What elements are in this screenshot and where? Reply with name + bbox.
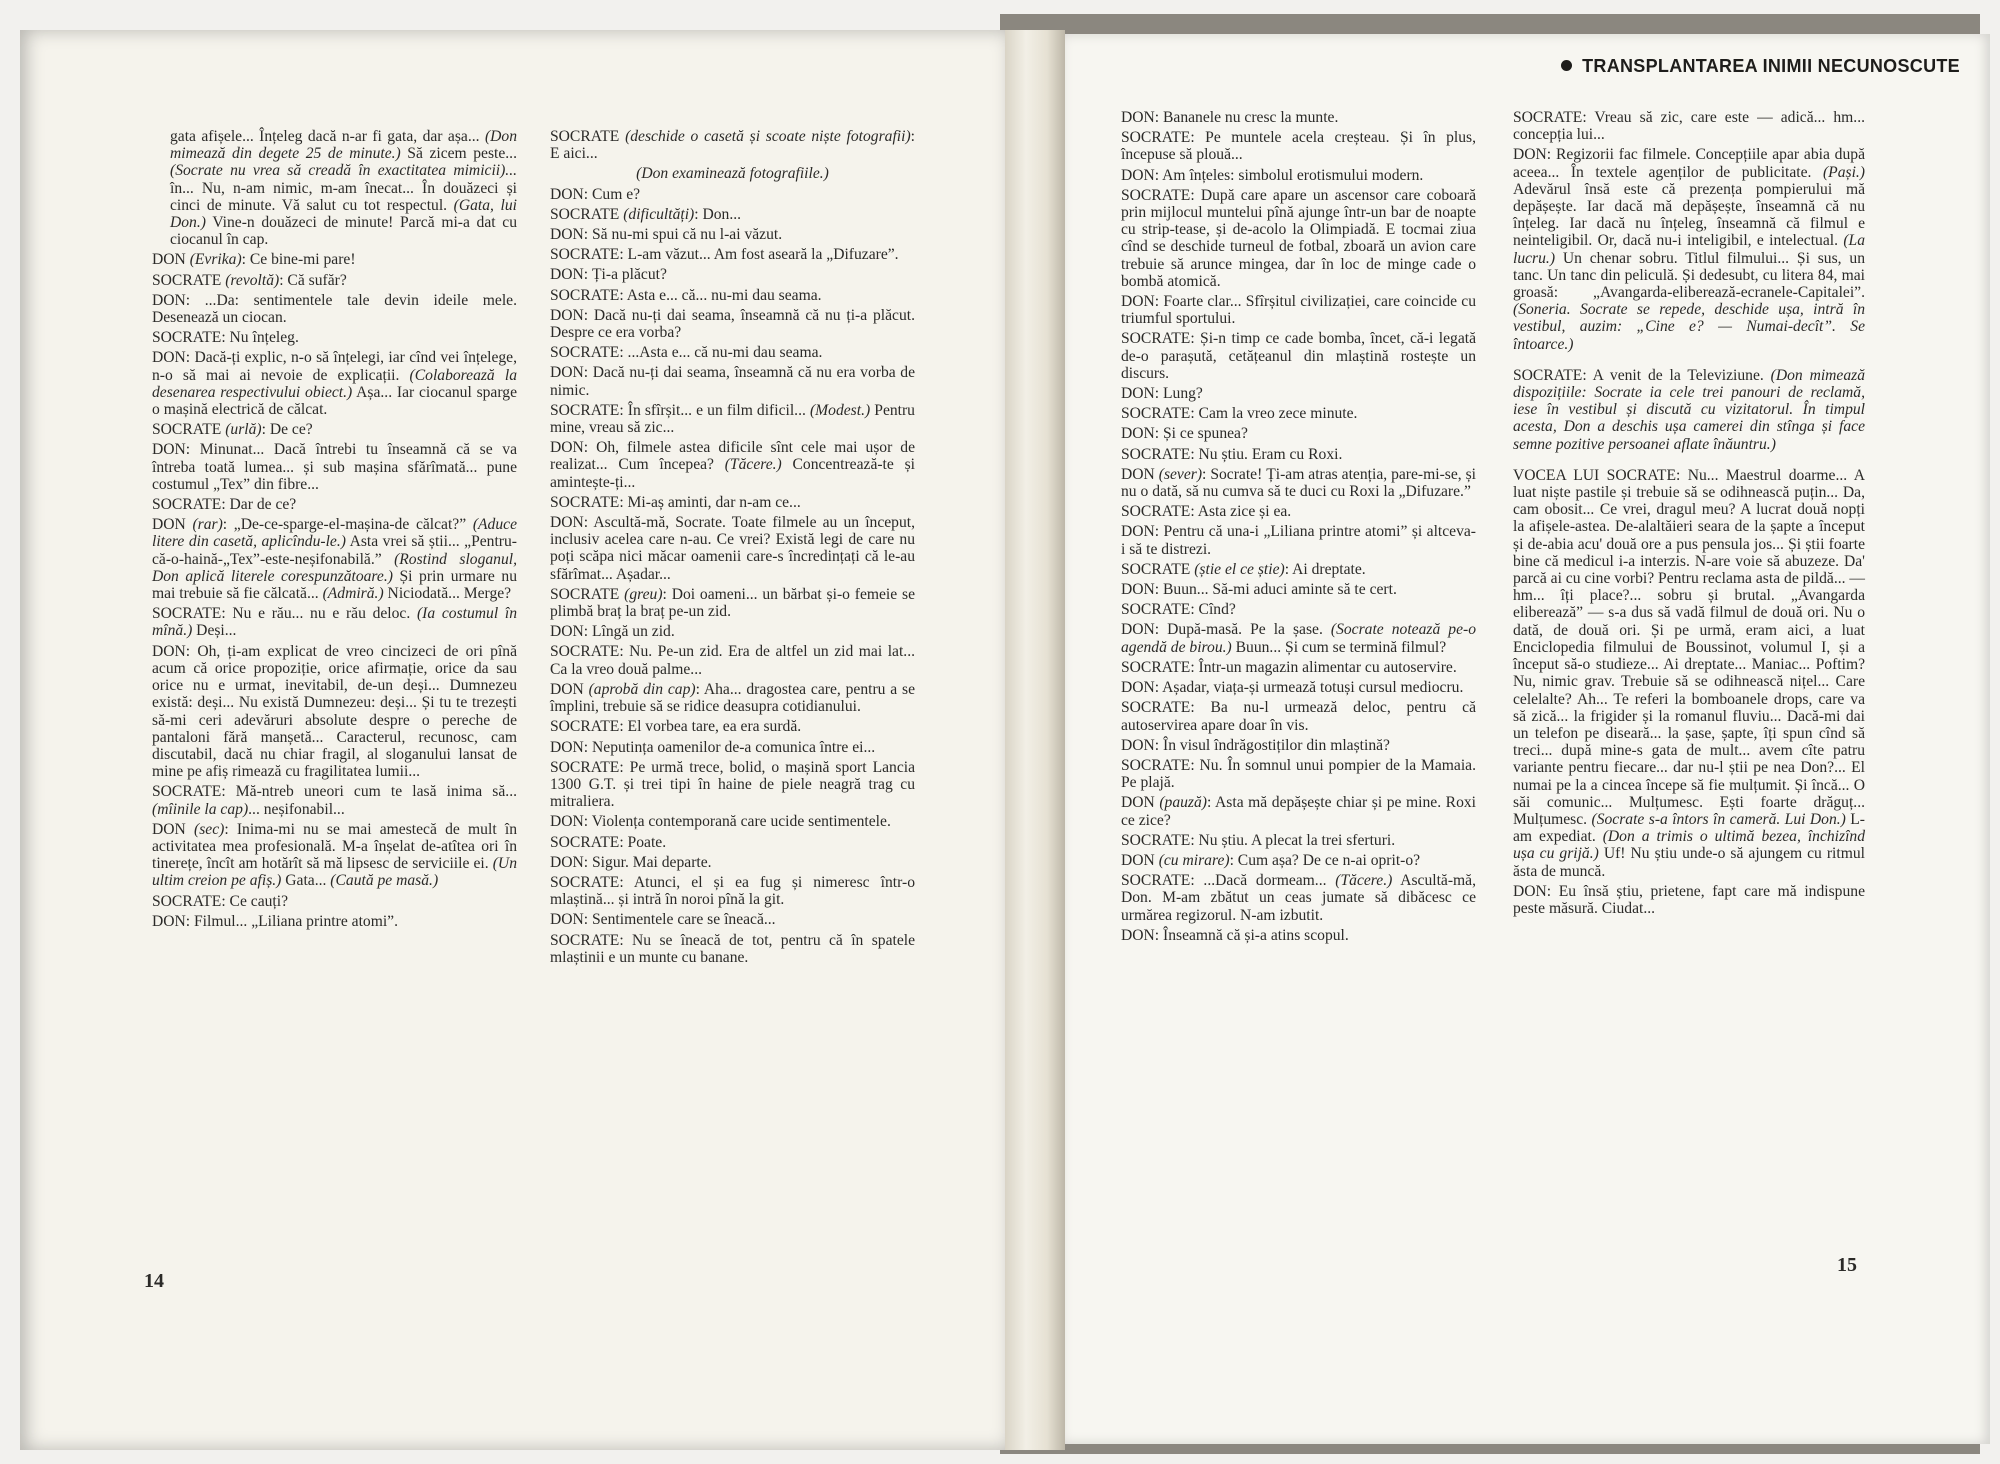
dialogue-text: DON: Cum e? <box>550 185 641 203</box>
stage-direction: (Tăcere.) <box>1335 872 1393 890</box>
dialogue-line <box>1513 367 1865 453</box>
stage-direction: (știe el ce știe) <box>1194 560 1285 578</box>
dialogue-text: Deși... <box>192 622 237 640</box>
left-column-2 <box>550 128 915 969</box>
dialogue-line <box>1121 927 1476 944</box>
dialogue-line <box>1121 330 1476 382</box>
dialogue-text: SOCRATE: ...Asta e... că nu-mi dau seama. <box>550 344 823 362</box>
dialogue-text: DON: În visul îndrăgostiților din mlaștină? <box>1121 736 1390 754</box>
stage-direction: (Rostind sloganul, Don aplică literele corespunzătoare.) <box>152 550 517 585</box>
dialogue-text: SOCRATE: Cînd? <box>1121 601 1236 619</box>
dialogue-text: SOCRATE: Pe urmă trece, bolid, o mașină sport Lancia 1300 G.T. și trei tipi în haine de piele neagră trag cu mitraliera. <box>550 758 915 811</box>
dialogue-line <box>152 441 517 493</box>
dialogue-text: DON: Bananele nu cresc la munte. <box>1121 109 1339 126</box>
dialogue-text: DON: Lîngă un zid. <box>550 623 675 641</box>
dialogue-line <box>1121 129 1476 163</box>
stage-direction: (greu) <box>624 585 663 603</box>
stage-direction: (rar) <box>192 516 223 534</box>
dialogue-text: SOCRATE: Vreau să zic, care este — adică... hm... concepția lui... <box>1513 109 1865 144</box>
dialogue-line <box>1121 466 1476 500</box>
dialogue-line <box>1121 679 1476 696</box>
stage-direction: (Un ultim creion pe afiș.) <box>152 855 517 890</box>
dialogue-text: DON: Pentru că una-i „Liliana printre atomi” și altceva-i să te distrezi. <box>1121 523 1476 558</box>
dialogue-line <box>152 251 517 268</box>
dialogue-text: SOCRATE: După care apare un ascensor care coboară prin mijlocul muntelui pînă ajunge într-un bar de noapte cu strip-tease, și de-acolo la Olimpiadă. E tocmai ziua cînd se deschide turneul de fotbal, zboară un avion care trebuie să arunce mingea, dar în loc de minge cade o bombă atomică. <box>1121 186 1476 290</box>
dialogue-text: DON: Ți-a plăcut? <box>550 266 667 284</box>
dialogue-line <box>1121 446 1476 463</box>
left-page <box>20 30 1005 1450</box>
dialogue-text: DON: Am înțeles: simbolul erotismului modern. <box>1121 166 1424 184</box>
dialogue-text: DON: Sigur. Mai departe. <box>550 853 712 871</box>
stage-direction: (Soneria. Socrate se repede, deschide ușa, intră în vestibul, auzim: „Cine e? — Numai-decît”. Se întoarce.) <box>1513 301 1865 353</box>
dialogue-text: SOCRATE: El vorbea tare, ea era surdă. <box>550 718 802 736</box>
dialogue-line <box>1121 523 1476 557</box>
left-column-1 <box>152 128 517 933</box>
dialogue-line <box>152 516 517 602</box>
dialogue-line <box>1121 601 1476 618</box>
stage-direction: (aprobă din cap) <box>588 680 696 698</box>
stage-direction: (La lucru.) <box>1513 232 1865 267</box>
stage-direction: (Tăcere.) <box>724 456 782 474</box>
dialogue-text: SOCRATE: Asta zice și ea. <box>1121 503 1292 521</box>
dialogue-text: DON <box>550 680 589 698</box>
dialogue-text: : Don... <box>694 205 742 223</box>
dialogue-text: SOCRATE: Nu. În somnul unui pompier de la Mamaia. Pe plajă. <box>1121 756 1476 792</box>
right-column-1 <box>1121 109 1476 947</box>
dialogue-text: SOCRATE: A venit de la Televiziune. <box>1513 366 1771 384</box>
dialogue-text: SOCRATE: Nu se îneacă de tot, pentru că în spatele mlaștinii e un munte cu banane. <box>550 931 915 966</box>
dialogue-line <box>152 349 517 418</box>
dialogue-text: SOCRATE: Cam la vreo zece minute. <box>1121 405 1358 423</box>
dialogue-text: Pentru mine, vreau să zic... <box>550 401 915 437</box>
dialogue-line <box>550 759 915 811</box>
dialogue-line <box>550 494 915 511</box>
dialogue-text: SOCRATE: Ce cauți? <box>152 892 288 910</box>
dialogue-text: SOCRATE: Ba nu-l urmează deloc, pentru că autoservirea apare doar în vis. <box>1121 699 1476 734</box>
dialogue-text: Concentrează-te și amintește-ți... <box>550 456 915 491</box>
dialogue-text: DON <box>152 251 190 269</box>
dialogue-text: DON: Să nu-mi spui că nu l-ai văzut. <box>550 226 783 244</box>
dialogue-line <box>1121 167 1476 184</box>
dialogue-text: DON: Buun... Să-mi aduci aminte să te cert. <box>1121 581 1397 599</box>
dialogue-text: : Ce bine-mi pare! <box>241 251 356 269</box>
dialogue-line <box>1121 832 1476 849</box>
dialogue-line <box>550 439 915 491</box>
stage-direction: (cu mirare) <box>1158 851 1230 869</box>
stage-direction: (Don mimează din degete 25 de minute.) <box>170 128 517 163</box>
dialogue-text: SOCRATE <box>550 585 625 603</box>
dialogue-text: Buun... Și cum se termină filmul? <box>1231 638 1447 656</box>
dialogue-text: SOCRATE: Într-un magazin alimentar cu autoservire. <box>1121 658 1457 676</box>
dialogue-text: DON: ...Da: sentimentele tale devin ideile mele. Desenează un ciocan. <box>152 291 517 327</box>
dialogue-line <box>1121 581 1476 598</box>
bullet-icon <box>1561 60 1572 71</box>
dialogue-text: Ascultă-mă, Don. M-am zbătut un ceas jumate să dibăcesc ce urmărea regizorul. N-am izbutit. <box>1121 872 1476 924</box>
dialogue-text: SOCRATE: Asta e... că... nu-mi dau seama. <box>550 286 822 304</box>
dialogue-line <box>1121 794 1476 828</box>
dialogue-line <box>1513 146 1865 352</box>
dialogue-text: SOCRATE: Mi-aș aminti, dar n-am ce... <box>550 493 801 511</box>
dialogue-text: în... Nu, n-am nimic, m-am înecat... În douăzeci și cinci de minute. Vă salut cu tot respectul. <box>170 179 517 214</box>
dialogue-text: SOCRATE: ...Dacă dormeam... <box>1121 872 1336 890</box>
dialogue-text: SOCRATE: Și-n timp ce cade bomba, încet, că-i legată de-o parașută, cetățeanul din mlaștină rostește un discurs. <box>1121 330 1476 382</box>
dialogue-text: SOCRATE: Nu e rău... nu e rău deloc. <box>152 605 417 623</box>
dialogue-text: SOCRATE: În sfîrșit... e un film dificil... <box>550 401 810 419</box>
dialogue-line <box>550 344 915 361</box>
dialogue-text: Niciodată... Merge? <box>383 585 512 603</box>
dialogue-line <box>550 246 915 263</box>
dialogue-text: SOCRATE: Poate. <box>550 833 667 851</box>
dialogue-line <box>550 911 915 928</box>
dialogue-line <box>152 605 517 639</box>
running-head <box>1561 56 1960 77</box>
stage-direction: (Don a trimis o ultimă bezea, închizînd ușa cu grijă.) <box>1513 828 1865 863</box>
dialogue-line <box>152 292 517 326</box>
dialogue-line <box>1121 109 1476 126</box>
dialogue-line <box>550 718 915 735</box>
dialogue-text: : Doi oameni... un bărbat și-o femeie se plimbă braț la braț pe-un zid. <box>550 585 916 621</box>
dialogue-text: : De ce? <box>261 421 313 439</box>
right-column-2 <box>1513 109 1865 920</box>
dialogue-text: SOCRATE <box>152 271 226 289</box>
dialogue-text: DON: După-masă. Pe la șase. <box>1121 621 1331 639</box>
dialogue-line <box>1121 872 1476 924</box>
dialogue-text: DON: Oh, ți-am explicat de vreo cincizeci de ori pînă acum că orice propoziție, orice afirmație, orice da sau orice nu e urmat, inevitabil, de-un deși... Dumnezeu există: deși... Nu există Dumnezeu: deși... Și tu te trezești să-mi ceri adevăruri absolute despre o pereche de pantaloni fără manșetă... Caracterul, recunosc, cam discutabil, dacă nu chiar fragil, al sloganului lansat de mine pe afiș rimează cu fragilitatea lumii... <box>152 642 517 781</box>
dialogue-text: DON: Așadar, viața-și urmează totuși cursul mediocru. <box>1121 679 1464 697</box>
stage-direction: (Don examinează fotografiile.) <box>636 165 829 183</box>
dialogue-text: L-am expediat. <box>1513 810 1865 846</box>
dialogue-line <box>1121 659 1476 676</box>
stage-direction: (urlă) <box>225 421 262 439</box>
dialogue-text: SOCRATE <box>550 205 624 223</box>
dialogue-line <box>550 514 915 583</box>
stage-direction: (Ia costumul în mînă.) <box>152 605 517 640</box>
stage-direction: (Socrate nu vrea să creadă în exactitatea mimicii)... <box>170 162 517 180</box>
dialogue-text: DON: Ascultă-mă, Socrate. Toate filmele au un început, inclusiv acelea care n-au. Ce vrei? Există legi de care nu poți scăpa nici măcar oamenii care-s încredințați că le-au sfărîmat... Așadar... <box>550 514 915 583</box>
dialogue-line <box>152 821 517 890</box>
dialogue-line <box>1121 187 1476 290</box>
dialogue-line <box>550 186 915 203</box>
dialogue-text: SOCRATE <box>1121 560 1195 578</box>
dialogue-text: Gata... <box>281 872 331 890</box>
stage-direction: (Don mimează dispozițiile: Socrate ia cele trei panouri de reclamă, iese în vestibul și discută cu vizitatorul. În timpul acesta, Don a deschis ușa camerei din stînga și face semne pozitive persoanei aflate înăuntru.) <box>1513 366 1866 453</box>
dialogue-line <box>1513 109 1865 143</box>
dialogue-line <box>550 623 915 640</box>
dialogue-line <box>550 854 915 871</box>
dialogue-text: DON: Dacă-ți explic, n-o să înțelegi, iar cînd vei înțelege, n-o să mai ai nevoie de explicații. <box>152 349 517 384</box>
dialogue-text: SOCRATE: Dar de ce? <box>152 496 297 514</box>
dialogue-line <box>152 893 517 910</box>
dialogue-text: Vine-n douăzeci de minute! Parcă mi-a dat cu ciocanul în cap. <box>170 214 517 249</box>
dialogue-text: : Cum așa? De ce n-ai oprit-o? <box>1229 851 1421 869</box>
dialogue-text: SOCRATE: Atunci, el și ea fug și nimeresc într-o mlaștină... și intră în noroi pînă la git. <box>550 873 915 909</box>
dialogue-line <box>152 643 517 781</box>
stage-direction: (sec) <box>194 820 225 838</box>
dialogue-line <box>1121 852 1476 869</box>
dialogue-line <box>550 128 915 162</box>
dialogue-text: : Ai dreptate. <box>1284 560 1366 578</box>
stage-direction: (sever) <box>1158 465 1203 483</box>
dialogue-line <box>1121 405 1476 422</box>
dialogue-line <box>550 364 915 398</box>
page-number-right: 15 <box>1837 1254 1857 1276</box>
dialogue-text: SOCRATE: Nu înțeleg. <box>152 329 299 347</box>
dialogue-line <box>1121 425 1476 442</box>
dialogue-text: DON: Înseamnă că și-a atins scopul. <box>1121 926 1349 944</box>
dialogue-text: DON: Dacă nu-ți dai seama, înseamnă că nu era vorba de nimic. <box>550 364 915 399</box>
dialogue-text: Asta vrei să știi... „Pentru-că-o-haină-„Tex”-este-neșifonabilă.” <box>152 533 517 568</box>
dialogue-text: DON: Eu însă știu, prietene, fapt care mă indispune peste măsură. Ciudat... <box>1513 882 1865 917</box>
dialogue-line <box>550 266 915 283</box>
dialogue-line <box>152 783 517 817</box>
dialogue-text: : Aha... dragostea care, pentru a se împlini, trebuie să se ridice deasupra cotidianului. <box>550 680 915 716</box>
dialogue-line <box>550 586 915 620</box>
dialogue-text: DON: Dacă nu-ți dai seama, înseamnă că nu ți-a plăcut. Despre ce era vorba? <box>550 306 915 342</box>
dialogue-text: SOCRATE: Nu. Pe-un zid. Era de altfel un zid mai lat... Ca la vreo două palme... <box>550 643 915 678</box>
dialogue-line <box>1121 757 1476 791</box>
dialogue-text: SOCRATE: Nu știu. Eram cu Roxi. <box>1121 445 1343 463</box>
dialogue-text: Așa... Iar ciocanul sparge o mașină electrică de călcat. <box>152 383 517 419</box>
dialogue-line <box>152 329 517 346</box>
dialogue-line <box>1121 621 1476 655</box>
dialogue-text: SOCRATE: Mă-ntreb uneori cum te lasă inima să... <box>152 783 517 801</box>
dialogue-line <box>1121 293 1476 327</box>
dialogue-text: Adevărul însă este că prezența pompierului mă depășește. Iar dacă mă depășește, înseamnă că nu înțeleg. Iar dacă nu înțeleg, înseamnă că filmul e neinteligibil. Or, dacă nu-i inteligibil, e intelectual. <box>1513 180 1865 250</box>
dialogue-line <box>1121 737 1476 754</box>
dialogue-text: DON: Sentimentele care se îneacă... <box>550 911 776 929</box>
dialogue-text: SOCRATE: Pe muntele acela creșteau. Și în plus, începuse să plouă... <box>1121 129 1476 164</box>
dialogue-line <box>550 643 915 677</box>
stage-direction: (Aduce litere din casetă, aplicîndu-le.) <box>152 516 517 551</box>
dialogue-text: Să zicem peste... <box>400 145 517 163</box>
dialogue-text: DON <box>1121 794 1160 812</box>
dialogue-text: : Inima-mi nu se mai amestecă de mult în activitatea mea profesională. M-a înșelat de-atîtea ori în tinerețe, încît am hotărît să mă lipsesc de serviciile ei. <box>152 820 517 873</box>
dialogue-text: DON: Lung? <box>1121 385 1203 403</box>
stage-direction: (Evrika) <box>189 251 242 269</box>
stage-direction: (Admiră.) <box>322 585 384 603</box>
dialogue-text: SOCRATE <box>550 128 626 145</box>
dialogue-text: : „De-ce-sparge-el-mașina-de călcat?” <box>222 516 473 534</box>
page-number-left: 14 <box>144 1270 164 1292</box>
dialogue-line <box>550 307 915 341</box>
dialogue-line <box>152 272 517 289</box>
stage-direction: (Modest.) <box>809 401 871 419</box>
dialogue-line <box>550 874 915 908</box>
stage-direction: (Gata, lui Don.) <box>170 196 518 232</box>
dialogue-line <box>550 206 915 223</box>
dialogue-line <box>550 226 915 243</box>
stage-direction: (Colaborează la desenarea respectivului obiect.) <box>152 366 517 401</box>
dialogue-line <box>1513 883 1865 917</box>
dialogue-text: : E aici... <box>550 128 916 163</box>
dialogue-text: SOCRATE <box>152 421 226 439</box>
dialogue-line <box>1121 503 1476 520</box>
dialogue-text: VOCEA LUI SOCRATE: Nu... Maestrul doarme... A luat niște pastile și trebuie să se odihnească puțin... Da, cam obosit... Ce vrei, dragul meu? A lucrat două nopți la afișele-astea. De-alaltăieri seara de la șapte a început și de-abia acu' două ore a pus pensula jos... Și știi foarte bine că medicul i-a interzis. N-are voie să abuzeze. Da' parcă ai cu cine vorbi? Pentru reclama asta de pildă... — hm... îți place?... sobru și brutal. „Avangarda eliberează” — s-a dus să vadă filmul de două ori. Nu o dată, de două ori. Și pe urmă, eram aici, a luat Enciclopedia filmului de Boussinot, volumul I, și a început să-o studieze... Ai dreptate... Maniac... Poftim? Nu, nimic grav. Trebuie să se odihnească nițel... Care celelalte? Ah... Te referi la bomboanele drops, care va să zică... la frigider și la romanul fluviu... Dacă-mi dai un telefon pe diseară... la șase, șapte, îți spun cînd să treci... după mine-s gata de mult... avem cîte patru variante pentru fiecare... dar nu-l știi pe nea Don?... El numai pe la a cincea începe să fie mulțumit. Și încă... O săi comunic... Mulțumesc. Ești foarte drăguț... Mulțumesc. <box>1513 466 1866 828</box>
dialogue-text: DON <box>152 516 193 534</box>
dialogue-text: DON: Regizorii fac filmele. Concepțiile apar abia după aceea... În textele agenților de publicitate. <box>1513 146 1865 181</box>
right-page <box>1065 34 1990 1444</box>
stage-direction: (Pași.) <box>1822 163 1865 181</box>
dialogue-line <box>1513 467 1865 880</box>
dialogue-line <box>152 913 517 930</box>
dialogue-line <box>550 402 915 436</box>
dialogue-line <box>152 128 517 248</box>
dialogue-line <box>152 421 517 438</box>
dialogue-line <box>550 813 915 830</box>
dialogue-text: DON: Neputința oamenilor de-a comunica între ei... <box>550 738 876 756</box>
dialogue-text: DON <box>1121 465 1159 483</box>
dialogue-text: DON: Foarte clar... Sfîrșitul civilizației, care coincide cu triumful sportului. <box>1121 293 1476 328</box>
dialogue-line <box>550 287 915 304</box>
dialogue-line <box>1121 385 1476 402</box>
dialogue-text: SOCRATE: Nu știu. A plecat la trei sferturi. <box>1121 831 1396 849</box>
dialogue-text: DON: Și ce spunea? <box>1121 425 1248 443</box>
dialogue-text: gata afișele... Înțeleg dacă n-ar fi gata, dar așa... <box>170 128 485 145</box>
book-gutter <box>1005 30 1065 1450</box>
dialogue-text: : Asta mă depășește chiar și pe mine. Roxi ce zice? <box>1121 794 1476 829</box>
stage-direction: (Socrate notează pe-o agendă de birou.) <box>1121 621 1476 656</box>
dialogue-text: DON: Minunat... Dacă întrebi tu înseamnă că se va întreba toată lumea... și sub mașina sfărîmată... pune costumul „Tex” din fibre... <box>152 441 517 493</box>
dialogue-text: ... neșifonabil... <box>248 800 345 818</box>
dialogue-line <box>550 739 915 756</box>
stage-direction: (dificultăți) <box>623 205 695 223</box>
stage-direction: (Caută pe masă.) <box>330 872 439 890</box>
dialogue-text: : Socrate! Ți-am atras atenția, pare-mi-se, și nu o dată, să nu cumva să te duci cu Roxi la „Difuzare.” <box>1121 465 1477 501</box>
dialogue-text: Și prin urmare nu mai trebuie să fie călcată... <box>152 567 517 603</box>
dialogue-text: SOCRATE: L-am văzut... Am fost aseară la „Difuzare”. <box>550 246 899 264</box>
dialogue-text: DON: Filmul... „Liliana printre atomi”. <box>152 912 398 930</box>
stage-direction: (deschide o casetă și scoate niște fotografii) <box>625 128 911 145</box>
dialogue-line <box>1121 561 1476 578</box>
dialogue-line <box>550 834 915 851</box>
dialogue-line <box>550 165 915 182</box>
stage-direction: (Socrate s-a întors în cameră. Lui Don.) <box>1591 810 1846 828</box>
stage-direction: (pauză) <box>1159 794 1207 812</box>
dialogue-text: DON: Violența contemporană care ucide sentimentele. <box>550 813 891 831</box>
dialogue-line <box>152 496 517 513</box>
dialogue-text: DON: Oh, filmele astea dificile sînt cele mai ușor de realizat... Cum începea? <box>550 439 915 474</box>
dialogue-line <box>550 681 915 715</box>
dialogue-text: DON <box>152 820 195 838</box>
stage-direction: (mîinile la cap) <box>152 800 249 818</box>
dialogue-line <box>550 932 915 966</box>
dialogue-text: : Că sufăr? <box>279 271 347 289</box>
dialogue-line <box>1121 699 1476 733</box>
dialogue-text: Un chenar sobru. Titlul filmului... Și sus, un tanc. Un tanc din peliculă. Și dedesubt, cu litera 84, mai groasă: „Avangarda-eliberează-ecranele-Capitalei”. <box>1513 249 1865 302</box>
dialogue-text: DON <box>1121 851 1159 869</box>
dialogue-text: Uf! Nu știu unde-o să ajungem cu ritmul ăsta de muncă. <box>1513 845 1865 880</box>
stage-direction: (revoltă) <box>225 271 280 289</box>
running-head-title: TRANSPLANTAREA INIMII NECUNOSCUTE <box>1582 56 1960 76</box>
